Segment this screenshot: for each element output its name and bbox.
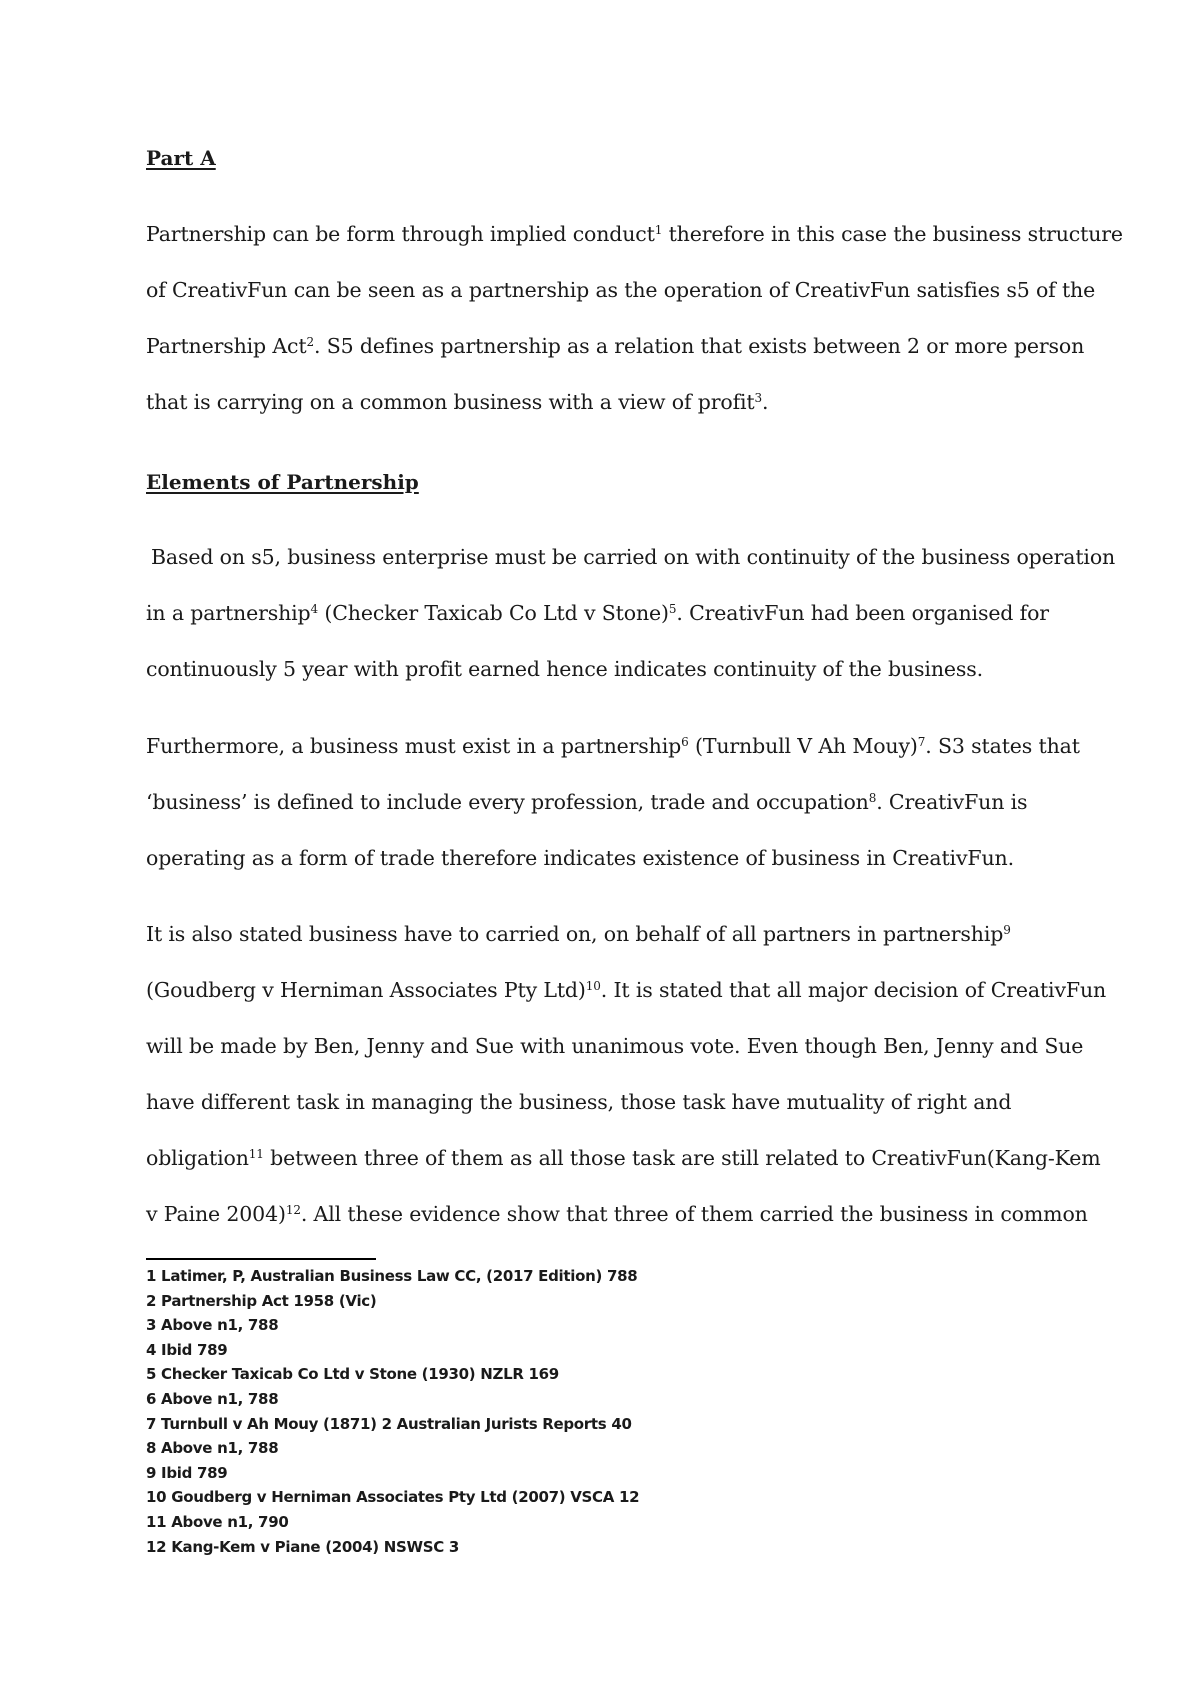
part-a-heading: Part A: [146, 146, 216, 170]
body-line: v Paine 2004)$^{12}$. All these evidence show that three of them carried the business in common: [146, 1202, 1088, 1226]
footnote-ref: 8: [868, 790, 877, 805]
footnote: 11 Above n1, 790: [146, 1512, 289, 1531]
body-line: of CreativFun can be seen as a partnership as the operation of CreativFun satisfies s5 of the: [146, 278, 1096, 302]
footnote: 4 Ibid 789: [146, 1340, 228, 1359]
footnotes-list: [146, 1264, 639, 1559]
footnote: 1 Latimer, P, Australian Business Law CC, (2017 Edition) 788: [146, 1267, 638, 1285]
body-line: It is also stated business have to carried on, on behalf of all partners in partnership$^9$: [146, 922, 1011, 946]
footnote: 7 Turnbull v Ah Mouy (1871) 2 Australian Jurists Reports 40: [146, 1414, 632, 1433]
body-line: (Goudberg v Herniman Associates Pty Ltd)$^{10}$. It is stated that all major decision of CreativFun: [146, 978, 1107, 1002]
footnote: 12 Kang-Kem v Piane (2004) NSWSC 3: [146, 1537, 460, 1556]
footnote-ref: 6: [681, 734, 689, 749]
footnote: 2 Partnership Act 1958 (Vic): [146, 1291, 377, 1310]
body-line: continuously 5 year with profit earned hence indicates continuity of the business.: [146, 657, 983, 681]
footnote: 9 Ibid 789: [146, 1463, 228, 1482]
footnote-ref: 5: [668, 601, 677, 616]
body-line: in a partnership$^4$ (Checker Taxicab Co Ltd v Stone)$^5$. CreativFun had been organised for: [146, 601, 1049, 625]
body-line: Furthermore, a business must exist in a partnership$^6$ (Turnbull V Ah Mouy)$^7$. S3 states that: [146, 734, 1080, 758]
body-line: obligation$^{11}$ between three of them as all those task are still related to CreativFun(Kang-Kem: [146, 1146, 1101, 1170]
footnote: 5 Checker Taxicab Co Ltd v Stone (1930) NZLR 169: [146, 1365, 559, 1384]
body-line: Partnership can be form through implied conduct$^1$ therefore in this case the business structure: [146, 222, 1123, 246]
body-line: Partnership Act$^2$. S5 defines partnership as a relation that exists between 2 or more person: [146, 334, 1085, 358]
body-line: will be made by Ben, Jenny and Sue with unanimous vote. Even though Ben, Jenny and Sue: [146, 1034, 1084, 1058]
body-line: operating as a form of trade therefore indicates existence of business in CreativFun.: [146, 846, 1014, 870]
footnote: 3 Above n1, 788: [146, 1316, 279, 1335]
footnote-ref: 10: [585, 978, 601, 993]
footnote-ref: 9: [1003, 922, 1011, 937]
footnote: 6 Above n1, 788: [146, 1389, 279, 1408]
footnote-ref: 12: [285, 1202, 301, 1217]
footnote-ref: 1: [654, 222, 663, 237]
footnote-ref: 3: [754, 390, 763, 405]
body-line: have different task in managing the business, those task have mutuality of right and: [146, 1090, 1012, 1114]
body-line: ‘business’ is defined to include every profession, trade and occupation$^8$. CreativFun is: [146, 790, 1028, 814]
footnote-ref: 11: [248, 1146, 264, 1161]
footnote-ref: 4: [310, 601, 319, 616]
footnote-ref: 2: [306, 334, 314, 349]
footnote: 10 Goudberg v Herniman Associates Pty Ltd (2007) VSCA 12: [146, 1488, 640, 1507]
body-line: Based on s5, business enterprise must be carried on with continuity of the business operation: [151, 545, 1116, 569]
footnote-separator: [146, 1258, 376, 1260]
footnote: 8 Above n1, 788: [146, 1439, 279, 1458]
body-line: that is carrying on a common business with a view of profit$^3$.: [146, 390, 769, 414]
footnote-ref: 7: [917, 734, 926, 749]
elements-heading: Elements of Partnership: [146, 470, 419, 494]
